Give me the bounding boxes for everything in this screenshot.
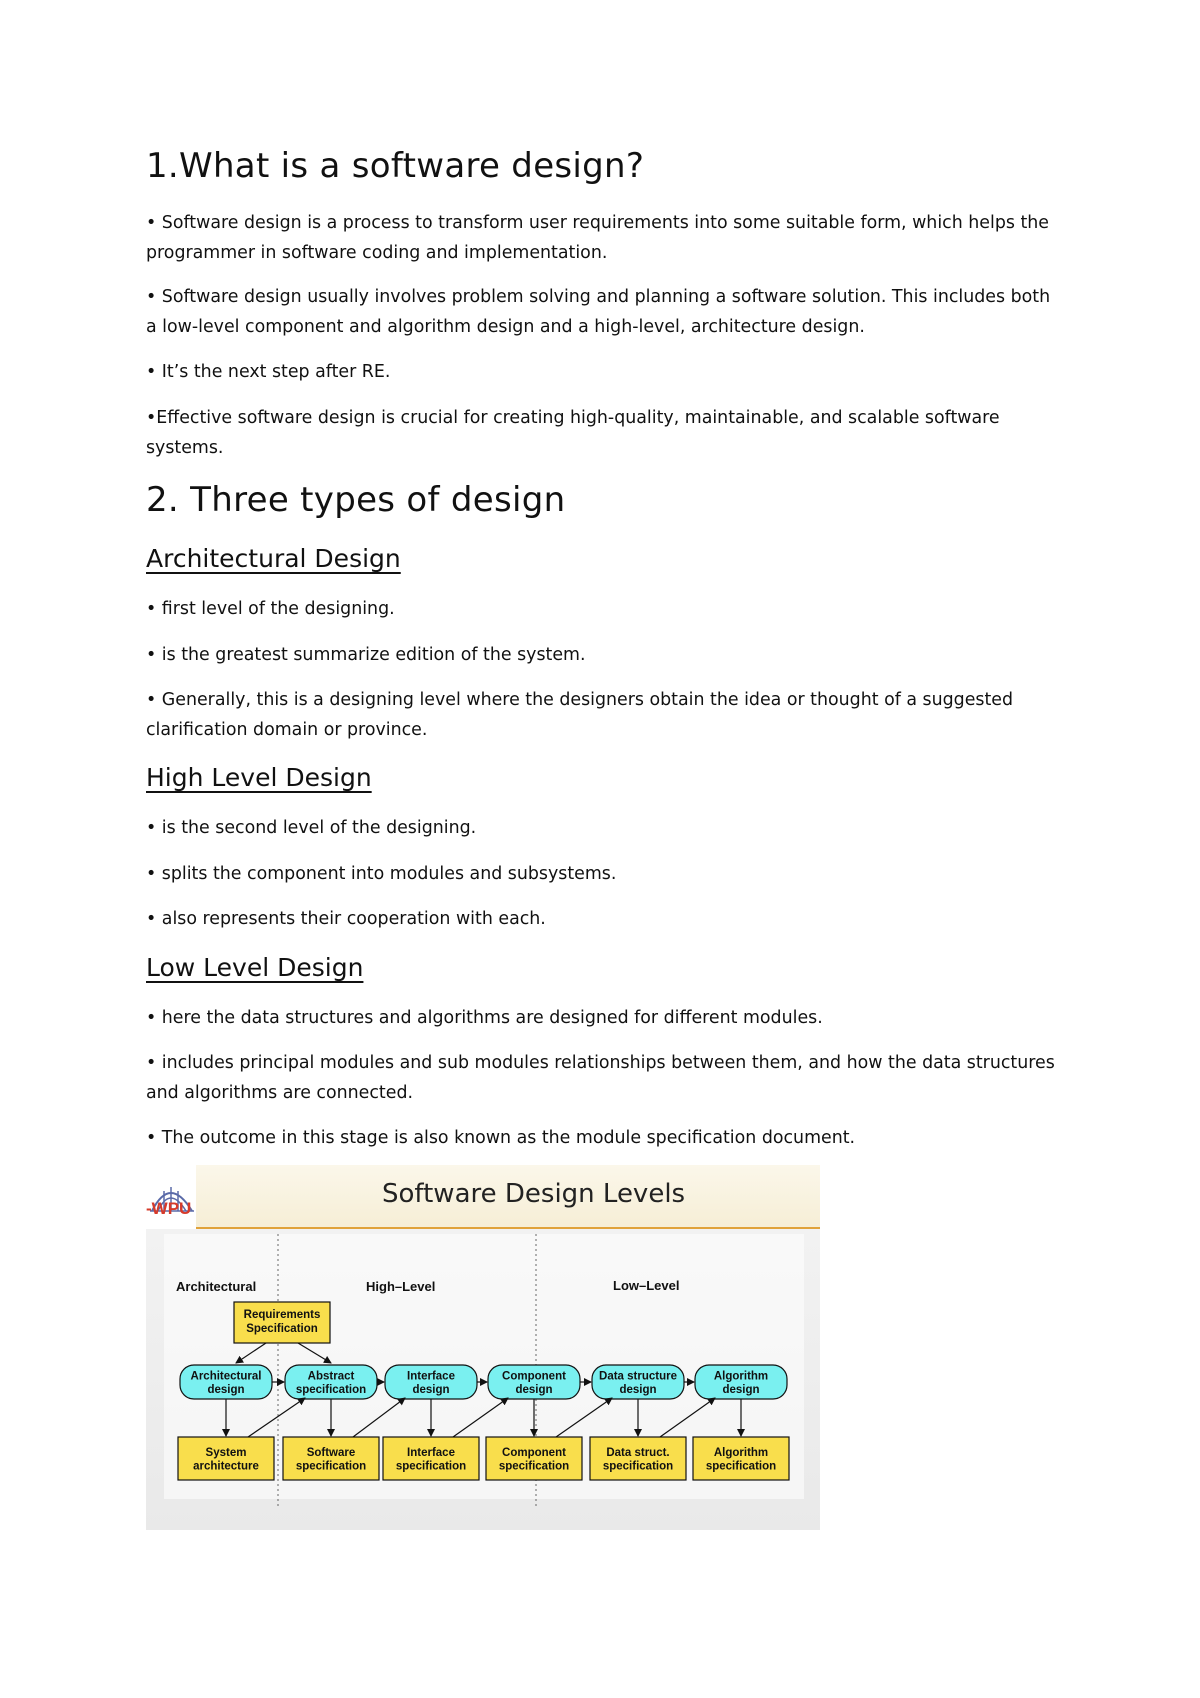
output-label-algorithm-specification	[706, 1447, 776, 1473]
logo-text: -WPU	[146, 1199, 192, 1218]
architectural-bullet-3: • Generally, this is a designing level where the designers obtain the idea or thought of a suggested clarification domain or province.	[146, 690, 1014, 740]
process-label-architectural-design-line-1: Architectural	[190, 1370, 262, 1383]
section-1-bullet-3: • It’s the next step after RE.	[146, 362, 391, 382]
requirements-label-line-1: Requirements	[243, 1309, 321, 1321]
section-1-heading: 1.What is a software design?	[146, 146, 645, 186]
architectural-design-heading: Architectural Design	[146, 544, 401, 573]
process-label-component-design-line-2: design	[515, 1383, 553, 1396]
output-label-component-specification	[499, 1447, 569, 1473]
low-level-design-heading: Low Level Design	[146, 953, 364, 982]
output-label-software-specification-line-1: Software	[306, 1446, 356, 1459]
figure-title-band	[196, 1165, 820, 1229]
process-label-abstract-specification-line-2: specification	[295, 1383, 367, 1396]
output-label-interface-specification-line-1: Interface	[407, 1446, 455, 1459]
figure-title: Software Design Levels	[382, 1179, 686, 1209]
process-label-algorithm-design-line-2: design	[722, 1383, 760, 1396]
section-1-bullet-4: •Effective software design is crucial for creating high-quality, maintainable, and scalable software systems.	[146, 408, 1000, 458]
high-level-bullet-1: • is the second level of the designing.	[146, 818, 477, 838]
requirements-label-line-2: Specification	[246, 1323, 318, 1335]
process-label-data-structure-design-line-1: Data structure	[599, 1370, 677, 1383]
low-level-bullet-1: • here the data structures and algorithms are designed for different modules.	[146, 1008, 823, 1028]
output-label-data-struct-specification-line-1: Data struct.	[606, 1446, 670, 1459]
high-level-design-heading: High Level Design	[146, 763, 372, 792]
architectural-bullet-1: • first level of the designing.	[146, 599, 395, 619]
process-label-interface-design-line-2: design	[412, 1383, 450, 1396]
high-level-bullet-3: • also represents their cooperation with each.	[146, 909, 546, 929]
software-design-levels-figure	[146, 1165, 820, 1530]
section-1-bullet-1: • Software design is a process to transform user requirements into some suitable form, which helps the programmer in software coding and implementation.	[146, 213, 1049, 263]
section-2-heading: 2. Three types of design	[146, 480, 566, 520]
column-label-low-level: Low–Level	[613, 1278, 680, 1293]
process-label-component-design-line-1: Component	[502, 1370, 566, 1383]
output-label-software-specification-line-2: specification	[295, 1460, 367, 1473]
column-label-architectural: Architectural	[176, 1279, 257, 1294]
output-label-data-struct-specification	[603, 1447, 673, 1473]
output-label-system-architecture-line-2: architecture	[193, 1460, 259, 1473]
output-label-interface-specification-line-2: specification	[395, 1460, 467, 1473]
output-label-component-specification-line-2: specification	[498, 1460, 570, 1473]
process-label-algorithm-design-line-1: Algorithm	[713, 1370, 769, 1383]
process-label-data-structure-design-line-2: design	[619, 1383, 657, 1396]
process-label-interface-design	[407, 1370, 455, 1396]
process-label-architectural-design-line-2: design	[207, 1383, 245, 1396]
output-label-component-specification-line-1: Component	[502, 1446, 566, 1459]
column-label-high-level: High–Level	[366, 1279, 436, 1294]
process-label-interface-design-line-1: Interface	[407, 1370, 455, 1383]
low-level-bullet-2: • includes principal modules and sub modules relationships between them, and how the data structures and algorithms are connected.	[146, 1053, 1055, 1103]
process-label-abstract-specification-line-1: Abstract	[307, 1370, 355, 1383]
output-label-algorithm-specification-line-2: specification	[705, 1460, 777, 1473]
low-level-bullet-3: • The outcome in this stage is also known as the module specification document.	[146, 1128, 856, 1148]
design-levels-diagram-svg	[146, 1229, 820, 1530]
output-label-system-architecture-line-1: System	[205, 1446, 247, 1459]
output-label-data-struct-specification-line-2: specification	[602, 1460, 674, 1473]
output-label-algorithm-specification-line-1: Algorithm	[713, 1446, 769, 1459]
architectural-bullet-2: • is the greatest summarize edition of the system.	[146, 645, 586, 665]
high-level-bullet-2: • splits the component into modules and subsystems.	[146, 864, 617, 884]
design-levels-diagram	[146, 1229, 820, 1530]
figure-header	[146, 1165, 820, 1229]
section-1-bullet-2: • Software design usually involves problem solving and planning a software solution. This includes both a low-level component and algorithm design and a high-level, architecture design.	[146, 287, 1051, 337]
